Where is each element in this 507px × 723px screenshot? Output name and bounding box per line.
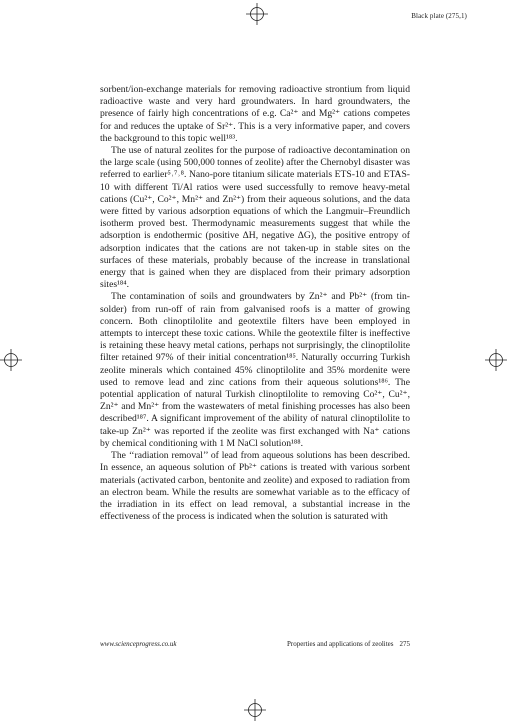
article-body [100,84,410,523]
paragraph-1: sorbent/ion-exchange materials for removing radioactive strontium from liquid radioactive waste and very hard groundwaters. In hard groundwaters, the presence of fairly high concentrations of e.g. Ca²⁺ and Mg²⁺ cations competes for and reduces the uptake of Sr²⁺. This is a very informative paper, and covers the background to this topic well¹⁸³. [100,84,410,144]
registration-mark-left [0,349,22,371]
registration-mark-bottom [244,699,266,721]
paragraph-2: The use of natural zeolites for the purpose of radioactive decontamination on the large scale (using 500,000 tonnes of zeolite) after the Chernobyl disaster was referred to earlier⁵˒⁷˒⁸. Nano-pore titanium silicate materials ETS-10 and ETAS-10 with different Ti/Al ratios were used successfully to remove heavy-metal cations (Cu²⁺, Co²⁺, Mn²⁺ and Zn²⁺) from their aqueous solutions, and the data were fitted by various adsorption equations of which the Langmuir–Freundlich isotherm proved best. Thermodynamic measurements suggest that while the adsorption is endothermic (positive ΔH, negative ΔG), the positive entropy of adsorption indicates that the cations are not taken-up in stable sites on the surfaces of these materials, probably because of the increase in translational energy that is gained when they are displaced from their primary adsorption sites¹⁸⁴. [100,145,410,291]
paragraph-3: The contamination of soils and groundwaters by Zn²⁺ and Pb²⁺ (from tin-solder) from run-off of rain from galvanised roofs is a matter of growing concern. Both clinoptilolite and geotextile filters have been employed in attempts to intercept these toxic cations. While the geotextile filter is ineffective is retaining these heavy metal cations, perhaps not surprisingly, the clinoptilolite filter retained 97% of their initial concentration¹⁸⁵. Naturally occurring Turkish zeolite minerals which contained 45% clinoptilolite and 35% mordenite were used to remove lead and zinc cations from their aqueous solutions¹⁸⁶. The potential application of natural Turkish clinoptilolite to removing Co²⁺, Cu²⁺, Zn²⁺ and Mn²⁺ from the wastewaters of metal finishing processes has also been described¹⁸⁷. A significant improvement of the ability of natural clinoptilolite to take-up Zn²⁺ was reported if the zeolite was first exchanged with Na⁺ cations by chemical conditioning with 1 M NaCl solution¹⁸⁸. [100,291,410,449]
registration-mark-top [246,3,268,25]
plate-label: Black plate (275,1) [411,12,467,20]
page-number: 275 [399,640,410,648]
registration-mark-right [485,349,507,371]
footer-running-title [287,640,410,648]
footer-title: Properties and applications of zeolites [286,640,394,648]
paragraph-4: The ‘‘radiation removal’’ of lead from aqueous solutions has been described. In essence, an aqueous solution of Pb²⁺ cations is treated with various sorbent materials (activated carbon, bentonite and zeolite) and exposed to radiation from an electron beam. While the results are somewhat variable as to the efficacy of the irradiation in its effect on lead removal, a substantial increase in the effectiveness of the process is indicated when the solution is saturated with [100,450,410,523]
page-footer [100,640,410,648]
footer-url[interactable]: www.scienceprogress.co.uk [100,640,177,648]
